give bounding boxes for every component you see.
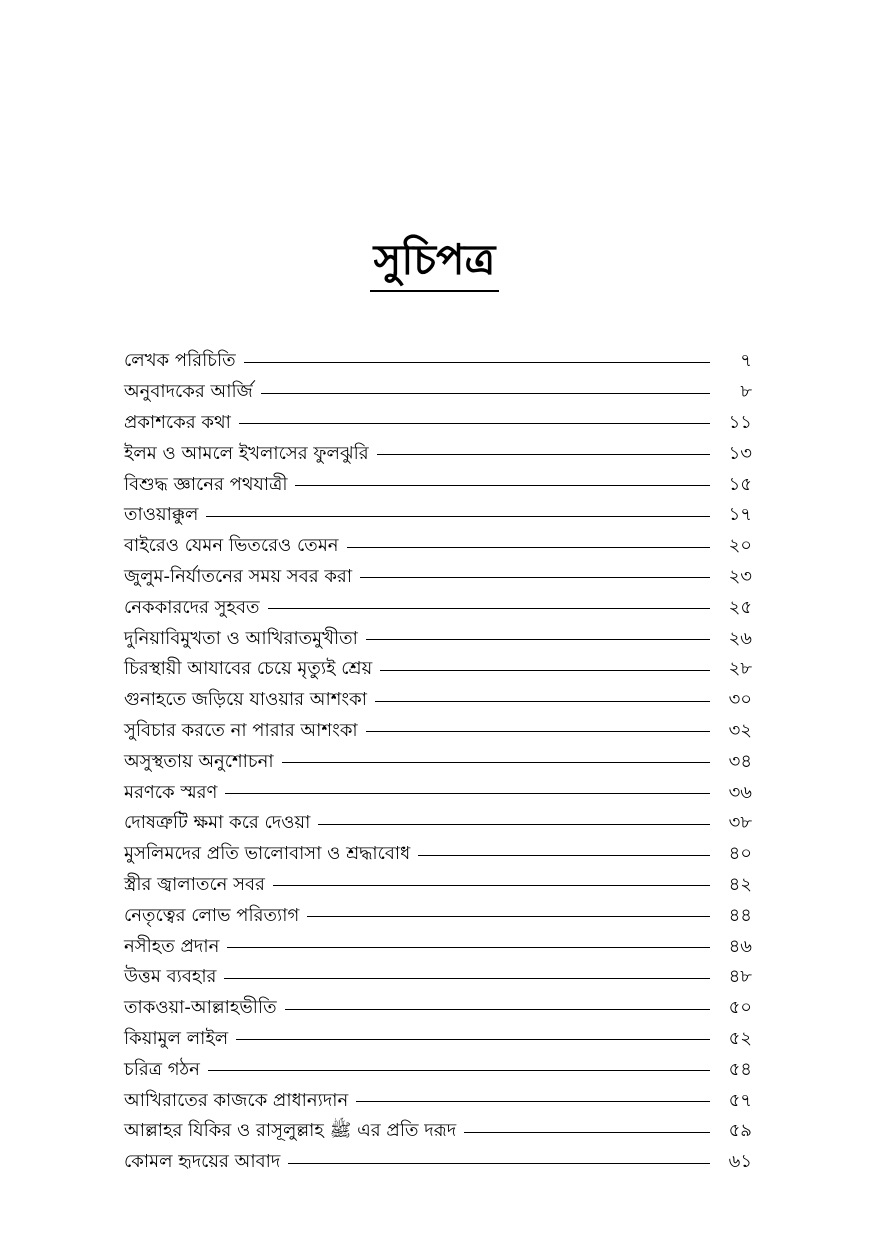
toc-entry [124, 377, 752, 408]
toc-entry-title: নেককারদের সুহবত [124, 596, 260, 618]
toc-entry [124, 1024, 752, 1055]
toc-entry [124, 623, 752, 654]
toc-entry-page-number: ৪৬ [728, 935, 752, 957]
toc-leader-line [208, 1070, 710, 1071]
toc-entry-title: নসীহত প্রদান [124, 935, 220, 957]
toc-entry-title: মুসলিমদের প্রতি ভালোবাসা ও শ্রদ্ধাবোধ [124, 843, 411, 865]
toc-entry-page-number: ৩৬ [728, 781, 752, 803]
toc-entry-page-number: ৩৮ [728, 812, 752, 834]
toc-entry-title: আল্লাহর যিকির ও রাসূলুল্লাহ ﷺ এর প্রতি দরূদ [124, 1120, 457, 1142]
toc-entry [124, 685, 752, 716]
toc-entry [124, 1054, 752, 1085]
toc-entry [124, 469, 752, 500]
toc-entry-title: নেতৃত্বের লোভ পরিত্যাগ [124, 904, 300, 926]
toc-leader-line [225, 793, 710, 794]
toc-entry [124, 1147, 752, 1178]
toc-entry [124, 900, 752, 931]
toc-leader-line [273, 885, 710, 886]
toc-entry [124, 1116, 752, 1147]
toc-entry-title: বিশুদ্ধ জ্ঞানের পথযাত্রী [124, 473, 288, 495]
toc-leader-line [239, 423, 710, 424]
toc-entry-page-number: ২৮ [728, 658, 752, 680]
toc-entry-page-number: ৫০ [728, 997, 752, 1019]
toc-entry-page-number: ১৩ [728, 442, 752, 464]
toc-entry [124, 716, 752, 747]
toc-entry [124, 746, 752, 777]
toc-entry-title: চরিত্র গঠন [124, 1058, 200, 1080]
toc-entry-page-number: ১৫ [728, 473, 752, 495]
toc-leader-line [227, 947, 710, 948]
toc-entry-title: বাইরেও যেমন ভিতরেও তেমন [124, 535, 339, 557]
toc-entry-page-number: ৩৪ [728, 750, 752, 772]
toc-entry-title: দুনিয়াবিমুখতা ও আখিরাতমুখীতা [124, 627, 358, 649]
toc-leader-line [375, 701, 710, 702]
toc-leader-line [244, 362, 710, 363]
table-of-contents [124, 346, 752, 1178]
toc-entry-title: গুনাহতে জড়িয়ে যাওয়ার আশংকা [124, 689, 367, 711]
toc-entry-page-number: ৫৪ [728, 1058, 752, 1080]
toc-entry-page-number: ৪২ [728, 873, 752, 895]
toc-entry [124, 870, 752, 901]
toc-entry-title: দোষত্রুটি ক্ষমা করে দেওয়া [124, 812, 311, 834]
toc-entry-title: লেখক পরিচিতি [124, 350, 236, 372]
toc-entry-page-number: ৪৮ [728, 966, 752, 988]
toc-entry-page-number: ২০ [728, 535, 752, 557]
toc-leader-line [377, 454, 710, 455]
toc-leader-line [318, 824, 710, 825]
page-title: সুচিপত্র [370, 232, 500, 292]
toc-entry-page-number: ৩২ [728, 719, 752, 741]
title-wrapper [0, 232, 869, 292]
toc-entry-title: স্ত্রীর জ্বালাতনে সবর [124, 873, 265, 895]
toc-leader-line [347, 547, 710, 548]
toc-entry-title: উত্তম ব্যবহার [124, 966, 217, 988]
toc-entry-page-number: ৪০ [728, 843, 752, 865]
toc-entry [124, 438, 752, 469]
toc-entry-title: কিয়ামুল লাইল [124, 1027, 229, 1049]
toc-entry-page-number: ২৬ [728, 627, 752, 649]
toc-leader-line [224, 978, 710, 979]
toc-entry-page-number: ৩০ [728, 689, 752, 711]
toc-entry-page-number: ৫৭ [728, 1089, 752, 1111]
toc-leader-line [366, 731, 710, 732]
toc-entry-title: সুবিচার করতে না পারার আশংকা [124, 719, 358, 741]
toc-entry [124, 500, 752, 531]
toc-entry-page-number: ১৭ [728, 504, 752, 526]
toc-entry-page-number: ২৩ [728, 565, 752, 587]
toc-entry-page-number: ৭ [740, 350, 752, 372]
toc-entry-page-number: ৫৯ [728, 1120, 752, 1142]
toc-entry [124, 592, 752, 623]
toc-leader-line [380, 670, 710, 671]
toc-entry [124, 531, 752, 562]
toc-leader-line [356, 1101, 710, 1102]
toc-entry-title: তাওয়াক্কুল [124, 504, 199, 526]
toc-leader-line [268, 608, 710, 609]
toc-entry [124, 962, 752, 993]
toc-entry-title: ইলম ও আমলে ইখলাসের ফুলঝুরি [124, 442, 369, 464]
toc-entry [124, 839, 752, 870]
toc-entry-title: অসুস্থতায় অনুশোচনা [124, 750, 274, 772]
toc-leader-line [206, 516, 710, 517]
toc-leader-line [295, 485, 710, 486]
toc-entry-page-number: ৮ [740, 381, 752, 403]
toc-leader-line [464, 1132, 710, 1133]
toc-entry [124, 777, 752, 808]
toc-entry-page-number: ১১ [728, 411, 752, 433]
toc-leader-line [360, 577, 710, 578]
toc-entry-title: মরণকে স্মরণ [124, 781, 218, 803]
toc-entry [124, 562, 752, 593]
toc-entry [124, 808, 752, 839]
toc-leader-line [236, 1039, 710, 1040]
toc-leader-line [307, 916, 710, 917]
toc-entry [124, 931, 752, 962]
toc-entry [124, 654, 752, 685]
toc-entry-title: অনুবাদকের আর্জি [124, 381, 253, 403]
toc-entry-title: কোমল হৃদয়ের আবাদ [124, 1151, 281, 1173]
toc-leader-line [418, 855, 710, 856]
toc-entry [124, 408, 752, 439]
toc-entry-title: প্রকাশকের কথা [124, 411, 231, 433]
toc-leader-line [282, 762, 710, 763]
toc-entry [124, 993, 752, 1024]
toc-entry [124, 1085, 752, 1116]
toc-leader-line [288, 1163, 710, 1164]
toc-entry-title: তাকওয়া-আল্লাহভীতি [124, 997, 277, 1019]
toc-leader-line [366, 639, 710, 640]
toc-entry-title: জুলুম-নির্যাতনের সময় সবর করা [124, 565, 353, 587]
toc-leader-line [285, 1009, 710, 1010]
toc-entry-page-number: ৪৪ [728, 904, 752, 926]
toc-entry-page-number: ২৫ [728, 596, 752, 618]
toc-entry [124, 346, 752, 377]
toc-entry-title: আখিরাতের কাজকে প্রাধান্যদান [124, 1089, 349, 1111]
toc-entry-page-number: ৫২ [728, 1027, 752, 1049]
toc-entry-page-number: ৬১ [728, 1151, 752, 1173]
toc-entry-title: চিরস্থায়ী আযাবের চেয়ে মৃত্যুই শ্রেয় [124, 658, 373, 680]
toc-leader-line [261, 393, 710, 394]
